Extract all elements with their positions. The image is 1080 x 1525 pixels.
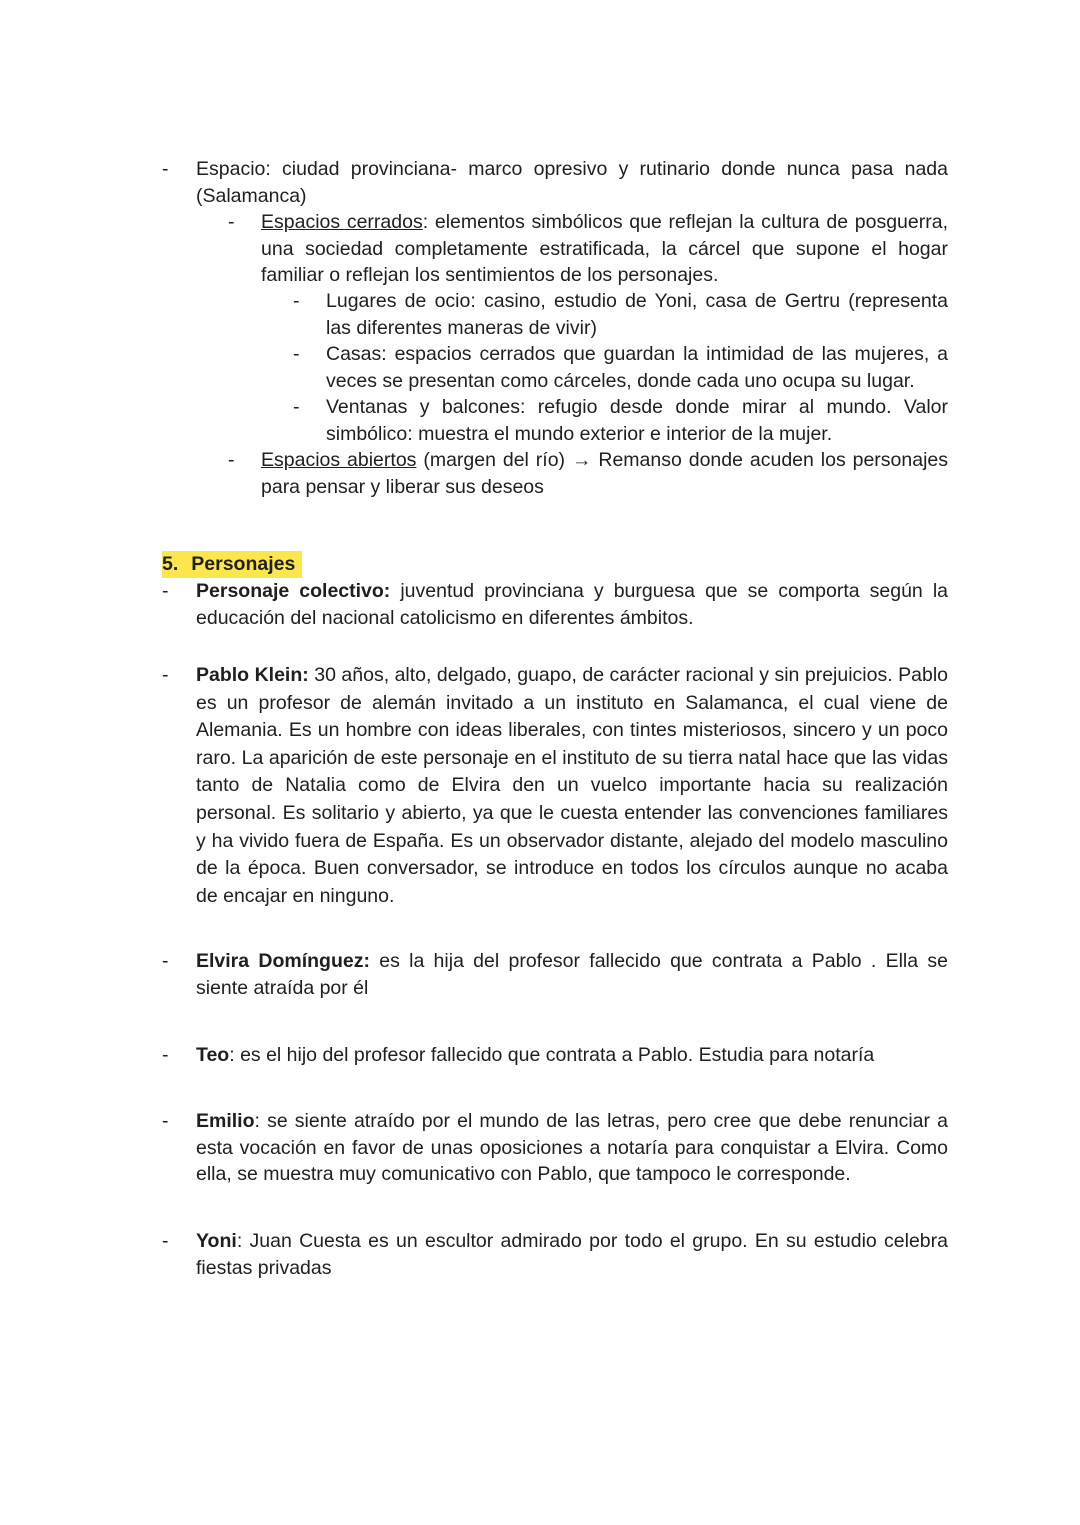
character-description: 30 años, alto, delgado, guapo, de carácter racional y sin prejuicios. Pablo es un profesor de alemán invitado a un instituto en Salamanca, el cual viene de Alemania. Es un hombre con ideas liberales, con tintes misteriosos, sincero y un poco raro. La aparición de este personaje en el instituto de su tierra natal hace que las vidas tanto de Natalia como de Elvira den un vuelco importante hacia su realización personal. Es solitario y abierto, ya que le cuesta entender las convenciones familiares y ha vivido fuera de España. Es un observador distante, alejado del modelo masculino de la época. Buen conversador, se introduce en todos los círculos aunque no acaba de encajar en ninguno. bbox=[196, 664, 948, 907]
character-name: Emilio bbox=[196, 1110, 255, 1132]
bullet-dash: - bbox=[162, 1230, 169, 1252]
character-entry bbox=[196, 1108, 948, 1188]
ventanas-item: Ventanas y balcones: refugio desde donde mirar al mundo. Valor simbólico: muestra el mundo exterior e interior de la mujer. bbox=[326, 396, 948, 445]
character-description: es la hija del profesor fallecido que contrata a Pablo . Ella se siente atraída por él bbox=[196, 950, 948, 999]
character-description: : se siente atraído por el mundo de las letras, pero cree que debe renunciar a esta vocación en favor de unas oposiciones a notaría para conquistar a Elvira. Como ella, se muestra muy comunicativo con Pablo, que tampoco le corresponde. bbox=[196, 1110, 948, 1185]
casas-item: Casas: espacios cerrados que guardan la intimidad de las mujeres, a veces se presentan como cárceles, donde cada uno ocupa su lugar. bbox=[326, 343, 948, 392]
character-name: Pablo Klein: bbox=[196, 664, 309, 686]
espacios-cerrados-paragraph bbox=[261, 209, 948, 289]
character-entry bbox=[196, 948, 948, 1001]
bullet-dash: - bbox=[293, 396, 300, 418]
character-entry bbox=[196, 662, 948, 910]
bullet-dash: - bbox=[293, 290, 300, 312]
espacios-cerrados-label: Espacios cerrados bbox=[261, 211, 423, 233]
section-title: Personajes bbox=[191, 553, 296, 575]
espacios-abiertos-label: Espacios abiertos bbox=[261, 449, 417, 471]
character-name: Yoni bbox=[196, 1230, 237, 1252]
espacios-abiertos-text: (margen del río) → Remanso donde acuden los personajes para pensar y liberar sus deseos bbox=[261, 449, 949, 498]
character-description: : Juan Cuesta es un escultor admirado por todo el grupo. En su estudio celebra fiestas privadas bbox=[196, 1230, 948, 1279]
bullet-dash: - bbox=[162, 1044, 169, 1066]
character-description: juventud provinciana y burguesa que se comporta según la educación del nacional catolicismo en diferentes ámbitos. bbox=[196, 580, 948, 629]
character-entry bbox=[196, 1228, 948, 1281]
character-description: : es el hijo del profesor fallecido que contrata a Pablo. Estudia para notaría bbox=[229, 1044, 875, 1066]
bullet-dash: - bbox=[162, 580, 169, 602]
bullet-dash: - bbox=[162, 664, 169, 686]
bullet-dash: - bbox=[293, 343, 300, 365]
character-entry bbox=[196, 1042, 948, 1069]
section-number: 5. bbox=[162, 553, 179, 575]
character-name: Elvira Domínguez: bbox=[196, 950, 370, 972]
espacio-paragraph: Espacio: ciudad provinciana- marco opresivo y rutinario donde nunca pasa nada (Salamanca) bbox=[196, 158, 948, 207]
lugares-ocio-item: Lugares de ocio: casino, estudio de Yoni, casa de Gertru (representa las diferentes maneras de vivir) bbox=[326, 290, 948, 339]
bullet-dash: - bbox=[162, 158, 169, 180]
bullet-dash: - bbox=[162, 1110, 169, 1132]
character-name: Teo bbox=[196, 1044, 230, 1066]
espacios-abiertos-paragraph bbox=[261, 447, 948, 500]
bullet-dash: - bbox=[228, 211, 235, 233]
espacios-cerrados-text: : elementos simbólicos que reflejan la cultura de posguerra, una sociedad completamente estratificada, la cárcel que supone el hogar familiar o reflejan los sentimientos de los personajes. bbox=[261, 211, 948, 286]
section-heading bbox=[162, 551, 302, 578]
character-entry bbox=[196, 578, 948, 631]
bullet-dash: - bbox=[162, 950, 169, 972]
character-name: Personaje colectivo: bbox=[196, 580, 391, 602]
bullet-dash: - bbox=[228, 449, 235, 471]
